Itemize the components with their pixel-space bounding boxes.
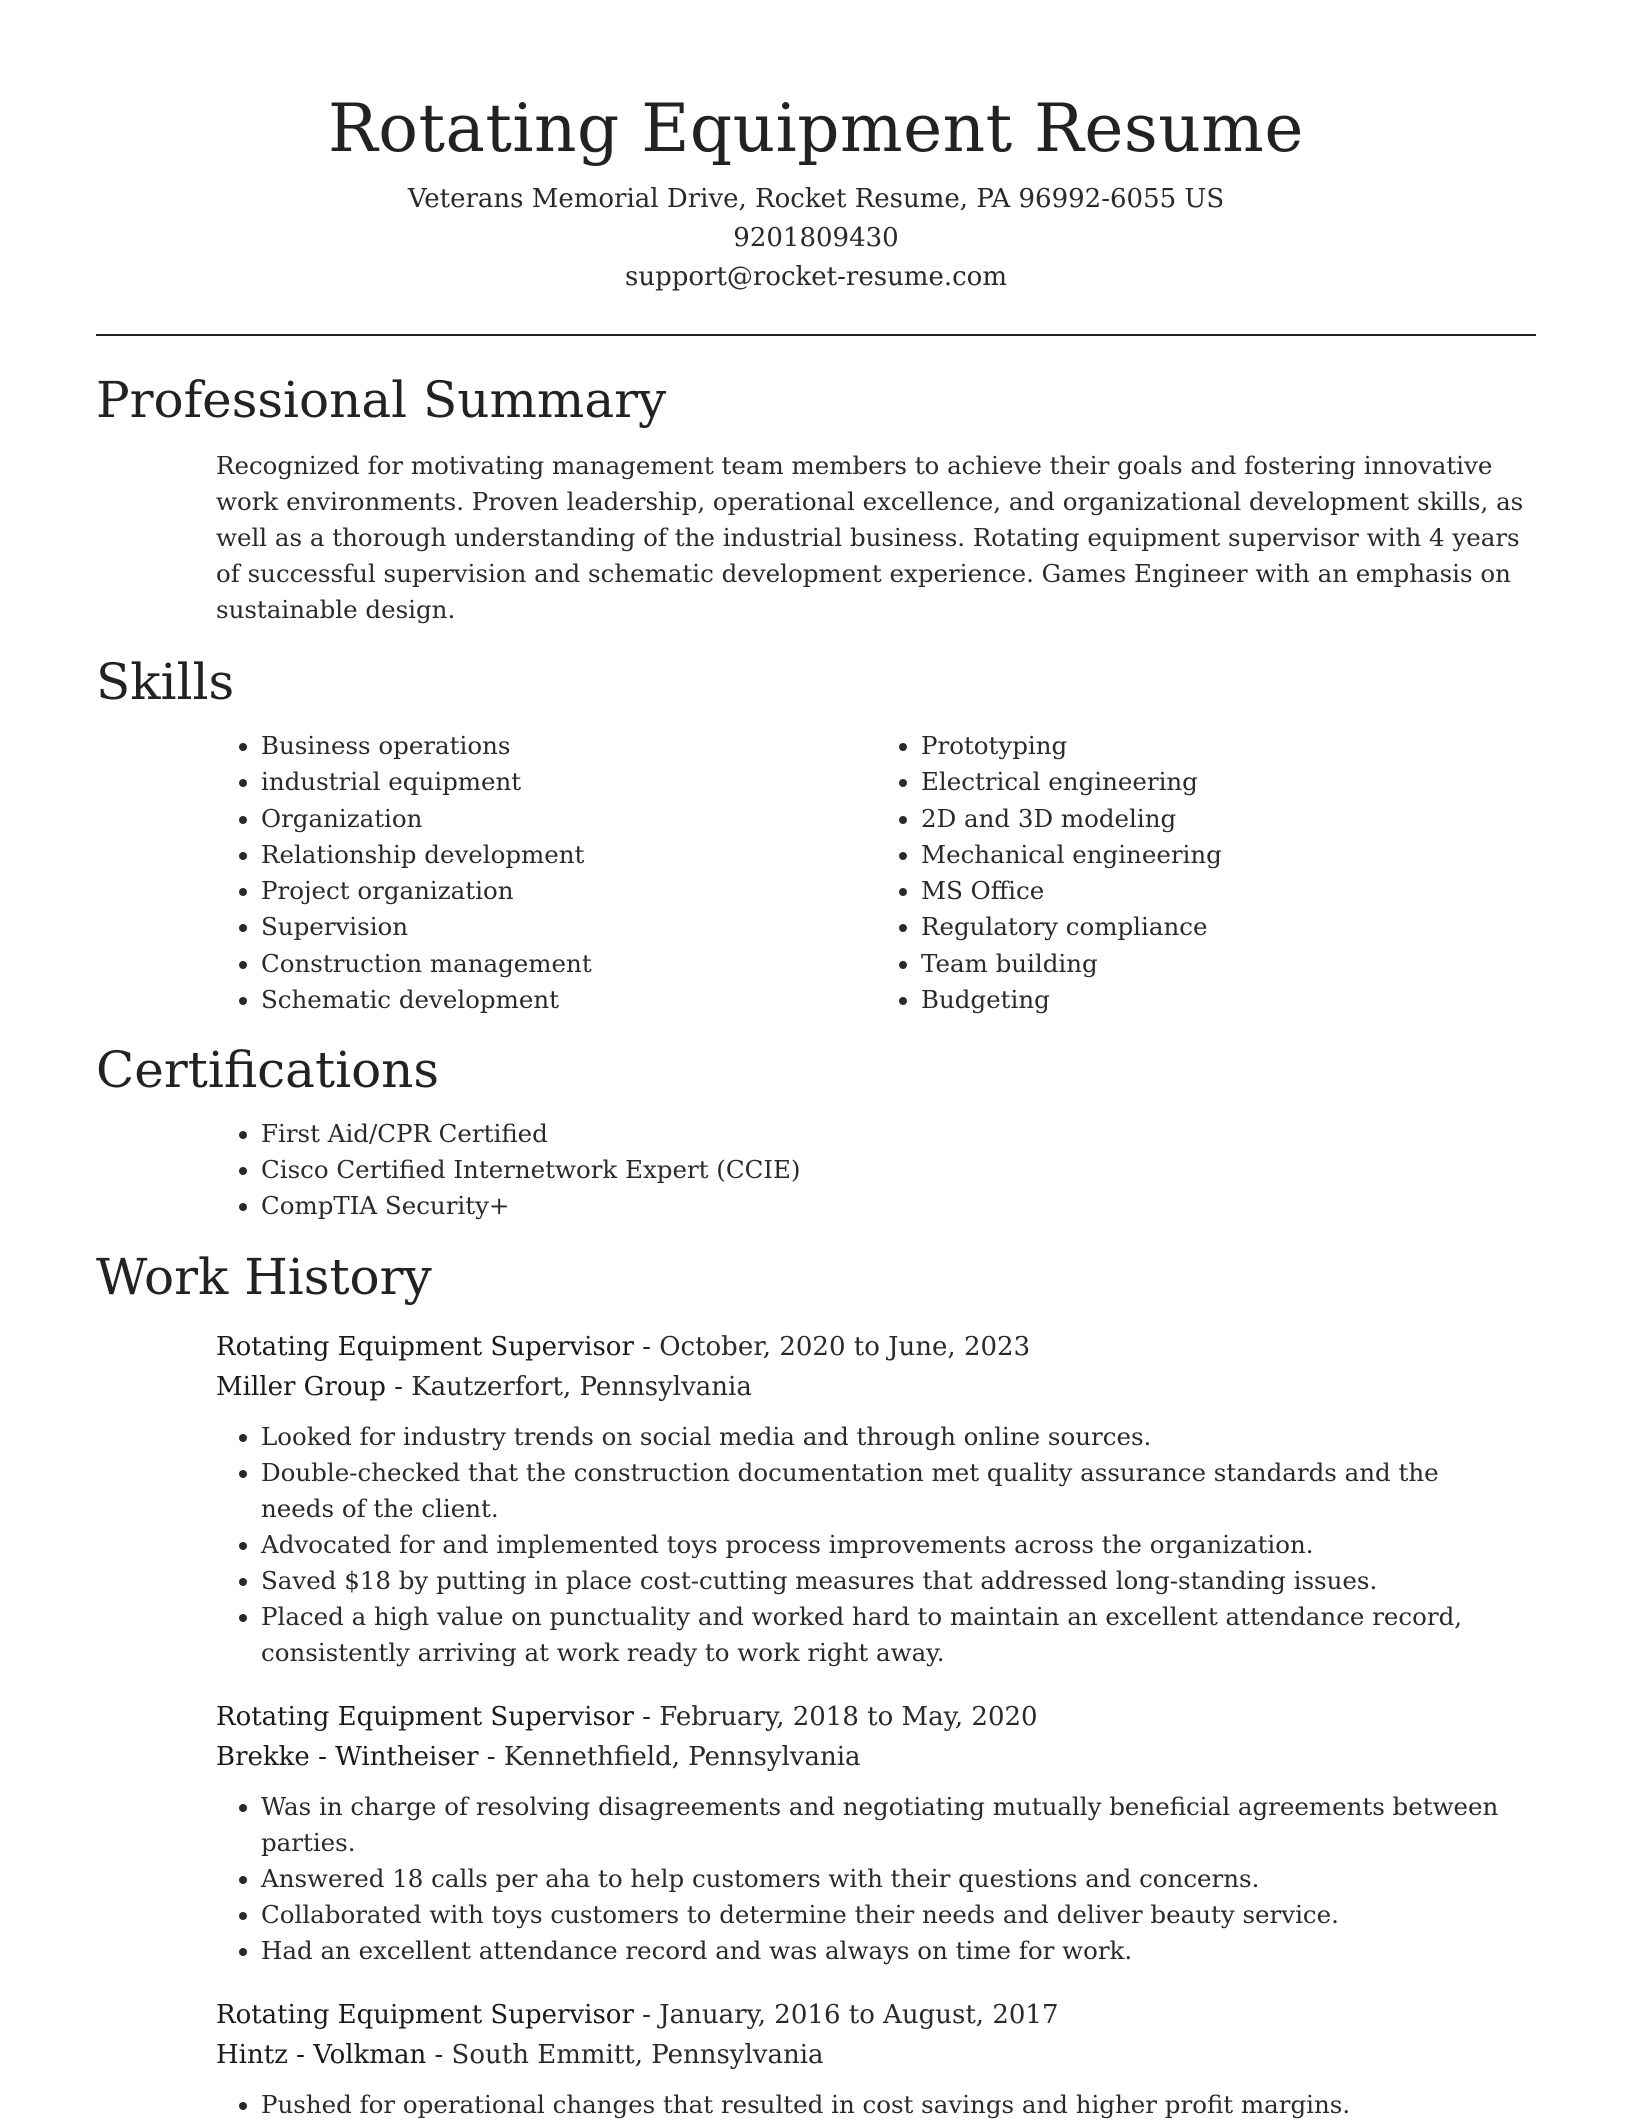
certification-item: • Cisco Certified Internetwork Expert (CCIE): [261, 1152, 1536, 1188]
skills-heading: Skills: [96, 653, 235, 711]
job-bullets: [216, 2087, 1536, 2123]
job-bullets: [216, 1789, 1536, 1969]
skill-item: • Budgeting: [921, 982, 1536, 1018]
skill-item: • Supervision: [261, 909, 876, 945]
skill-item: • Team building: [921, 946, 1536, 982]
job-bullet: • Placed a high value on punctuality and worked hard to maintain an excellent attendance record, consistently arriving at work ready to work right away.: [261, 1599, 1536, 1671]
certifications-list: [216, 1116, 1536, 1224]
skill-item: • Relationship development: [261, 837, 876, 873]
header-divider: [96, 334, 1536, 336]
job-bullet: • Collaborated with toys customers to determine their needs and deliver beauty service.: [261, 1897, 1536, 1933]
job-company: Hintz - Volkman: [216, 2040, 427, 2071]
job-title-line: Rotating Equipment Supervisor - February, 2018 to May, 2020: [216, 1702, 1038, 1733]
contact-email: support@rocket-resume.com: [624, 262, 1007, 292]
job-location: South Emmitt, Pennsylvania: [451, 2040, 824, 2071]
skill-item: • Business operations: [261, 728, 876, 764]
certifications-heading: Certifications: [96, 1041, 440, 1100]
job-title: Rotating Equipment Supervisor: [216, 1702, 634, 1733]
job-bullets: [216, 1419, 1536, 1671]
job-location: Kautzerfort, Pennsylvania: [411, 1372, 752, 1403]
job-entry: [216, 1327, 1536, 1671]
skill-item: • Construction management: [261, 946, 876, 982]
summary-text: Recognized for motivating management team members to achieve their goals and fostering innovative work environments. Proven leadership, operational excellence, and organizational development skills, as well as a thorough understanding of the industrial business. Rotating equipment supervisor with 4 years of successful supervision and schematic development experience. Games Engineer with an emphasis on sustainable design.: [216, 451, 1524, 624]
job-bullet: • Advocated for and implemented toys process improvements across the organization.: [261, 1527, 1536, 1563]
job-bullet: • Saved $18 by putting in place cost-cutting measures that addressed long-standing issues.: [261, 1563, 1536, 1599]
job-bullet: • Double-checked that the construction documentation met quality assurance standards and the needs of the client.: [261, 1455, 1536, 1527]
job-title: Rotating Equipment Supervisor: [216, 2000, 634, 2031]
job-bullet: • Looked for industry trends on social media and through online sources.: [261, 1419, 1536, 1455]
contact-block: [96, 180, 1536, 297]
job-title-line: Rotating Equipment Supervisor - October, 2020 to June, 2023: [216, 1332, 1031, 1363]
job-company: Miller Group: [216, 1372, 386, 1403]
skills-column-right: [876, 728, 1536, 1018]
skill-item: • MS Office: [921, 873, 1536, 909]
job-title: Rotating Equipment Supervisor: [216, 1332, 634, 1363]
contact-phone: 9201809430: [733, 223, 899, 253]
skill-item: • Schematic development: [261, 982, 876, 1018]
job-company-line: Hintz - Volkman - South Emmitt, Pennsylvania: [216, 2040, 824, 2071]
job-bullet: • Answered 18 calls per aha to help customers with their questions and concerns.: [261, 1861, 1536, 1897]
job-dates: January, 2016 to August, 2017: [659, 2000, 1059, 2031]
job-bullet: • Pushed for operational changes that resulted in cost savings and higher profit margins.: [261, 2087, 1536, 2123]
job-entry: [216, 1697, 1536, 1969]
job-location: Kennethfield, Pennsylvania: [503, 1742, 861, 1773]
skill-item: • Project organization: [261, 873, 876, 909]
job-entry: [216, 1995, 1536, 2123]
job-company-line: Brekke - Wintheiser - Kennethfield, Pennsylvania: [216, 1742, 861, 1773]
skills-column-left: [216, 728, 876, 1018]
skill-item: • industrial equipment: [261, 764, 876, 800]
contact-address: Veterans Memorial Drive, Rocket Resume, PA 96992-6055 US: [407, 184, 1225, 214]
skill-item: • 2D and 3D modeling: [921, 801, 1536, 837]
skill-item: • Organization: [261, 801, 876, 837]
job-title-line: Rotating Equipment Supervisor - January, 2016 to August, 2017: [216, 2000, 1059, 2031]
skills-list: [216, 728, 1536, 1018]
skill-item: • Regulatory compliance: [921, 909, 1536, 945]
job-company-line: Miller Group - Kautzerfort, Pennsylvania: [216, 1372, 752, 1403]
skill-item: • Prototyping: [921, 728, 1536, 764]
job-bullet: • Was in charge of resolving disagreements and negotiating mutually beneficial agreements between parties.: [261, 1789, 1536, 1861]
work-history-heading: Work History: [96, 1248, 432, 1307]
certification-item: • CompTIA Security+: [261, 1188, 1536, 1224]
certification-item: • First Aid/CPR Certified: [261, 1116, 1536, 1152]
job-company: Brekke - Wintheiser: [216, 1742, 479, 1773]
job-dates: October, 2020 to June, 2023: [659, 1332, 1031, 1363]
resume-name: Rotating Equipment Resume: [328, 90, 1304, 167]
skill-item: • Mechanical engineering: [921, 837, 1536, 873]
job-dates: February, 2018 to May, 2020: [659, 1702, 1038, 1733]
resume-page: [96, 0, 1536, 2123]
summary-heading: Professional Summary: [96, 371, 667, 429]
job-bullet: • Had an excellent attendance record and was always on time for work.: [261, 1933, 1536, 1969]
skill-item: • Electrical engineering: [921, 764, 1536, 800]
